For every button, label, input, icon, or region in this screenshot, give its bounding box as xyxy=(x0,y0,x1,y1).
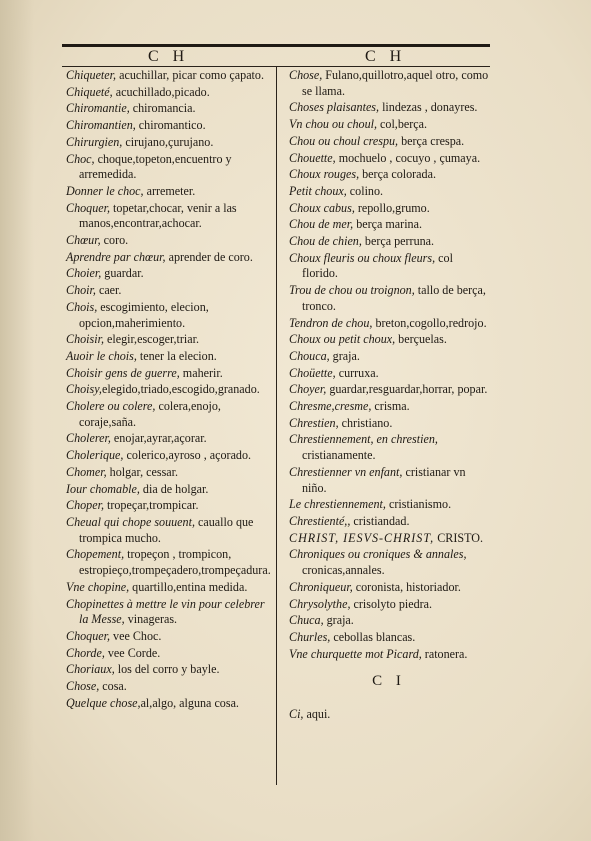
headword: Cheual qui chope souuent, xyxy=(66,514,195,529)
headword: Choisir, xyxy=(66,332,104,347)
section-heading: C I xyxy=(372,673,406,690)
definition: Fulano,quillotro,aquel otro, como se llama. xyxy=(302,68,489,98)
headword: Vne churquette mot Picard, xyxy=(289,646,422,661)
definition: guardar. xyxy=(101,266,144,281)
headword: Cholere ou colere, xyxy=(66,399,156,414)
headword: Choüette, xyxy=(289,365,336,380)
dictionary-entry xyxy=(289,251,489,282)
headword: Petit choux, xyxy=(289,183,347,198)
headword: Chou ou choul crespu, xyxy=(289,133,399,148)
dictionary-entry xyxy=(66,482,272,498)
definition: chiromantico. xyxy=(135,118,206,133)
headword: Vne chopine, xyxy=(66,579,130,594)
dictionary-entry xyxy=(66,300,272,331)
headword: Cholerer, xyxy=(66,431,111,446)
headword: Ci, xyxy=(289,707,304,722)
dictionary-entry xyxy=(66,101,272,117)
headword: Chrysolythe, xyxy=(289,596,351,611)
dictionary-entry xyxy=(66,85,272,101)
dictionary-entry xyxy=(66,201,272,232)
headword: Chorde, xyxy=(66,645,105,660)
definition: cristiandad. xyxy=(350,513,410,528)
definition: enojar,ayrar,açorar. xyxy=(110,431,207,446)
definition: curruxa. xyxy=(335,365,379,380)
headword: Quelque chose, xyxy=(66,695,141,710)
dictionary-entry xyxy=(66,629,272,645)
definition: berça marina. xyxy=(353,217,422,232)
dictionary-entry xyxy=(66,679,272,695)
dictionary-entry xyxy=(66,580,272,596)
definition: cristianismo. xyxy=(385,497,452,512)
dictionary-entry xyxy=(66,152,272,183)
definition: arremeter. xyxy=(143,183,196,198)
dictionary-entry xyxy=(66,498,272,514)
headword: Churles, xyxy=(289,629,331,644)
dictionary-entry xyxy=(289,100,489,116)
dictionary-entry xyxy=(66,135,272,151)
definition: cirujano,çurujano. xyxy=(122,134,214,149)
headword: Chose, xyxy=(66,679,100,694)
definition: berça crespa. xyxy=(398,133,465,148)
definition: colerico,ayroso , açorado. xyxy=(123,448,252,463)
running-head-right: C H xyxy=(365,48,407,65)
headword: Choper, xyxy=(66,498,104,513)
definition: acuchillado,picado. xyxy=(112,84,210,99)
dictionary-entry xyxy=(289,151,489,167)
headword: Chomer, xyxy=(66,464,107,479)
headword: Choisir gens de guerre, xyxy=(66,365,180,380)
dictionary-entry xyxy=(289,613,489,629)
definition: christiano. xyxy=(338,415,393,430)
dictionary-entry xyxy=(66,597,272,628)
dictionary-entry xyxy=(289,217,489,233)
definition: cronicas,annales. xyxy=(302,563,385,578)
headword: Chose, xyxy=(289,68,323,82)
headword: Choux ou petit choux, xyxy=(289,332,396,347)
headword: Chou de mer, xyxy=(289,217,354,232)
dictionary-entry xyxy=(289,707,489,723)
definition: tropeçar,trompicar. xyxy=(103,498,199,513)
dictionary-entry xyxy=(289,117,489,133)
dictionary-entry xyxy=(289,547,489,578)
headword: Chrestienté,, xyxy=(289,513,351,528)
definition: tallo de berça, tronco. xyxy=(302,283,486,313)
dictionary-entry xyxy=(66,431,272,447)
definition: los del corro y bayle. xyxy=(114,662,220,677)
definition: tropeçon , trompicon, estropieço,trompeçadero,trompeçadura. xyxy=(79,547,271,578)
headword: Chiromantien, xyxy=(66,118,136,133)
definition: col florido. xyxy=(302,250,453,281)
headword: Chrestienner vn enfant, xyxy=(289,464,403,479)
headword: Chresme,cresme, xyxy=(289,399,372,414)
dictionary-entry xyxy=(66,366,272,382)
dictionary-entry xyxy=(66,382,272,398)
headword: Trou de chou ou troignon, xyxy=(289,283,415,298)
headword: Choir, xyxy=(66,283,96,298)
definition: graja. xyxy=(323,613,354,628)
headword: Choses plaisantes, xyxy=(289,100,380,115)
headword: Vn chou ou choul, xyxy=(289,117,377,132)
definition: lindezas , donayres. xyxy=(379,100,478,115)
dictionary-entry xyxy=(289,497,489,513)
dictionary-entry xyxy=(289,134,489,150)
left-column xyxy=(66,68,272,712)
definition: mochuelo , cocuyo , çumaya. xyxy=(335,150,481,165)
headword: Chrestien, xyxy=(289,415,339,430)
dictionary-entry xyxy=(289,630,489,646)
dictionary-entry xyxy=(66,266,272,282)
headword: Chœur, xyxy=(66,233,101,248)
dictionary-entry xyxy=(66,118,272,134)
definition: graja. xyxy=(329,348,360,363)
definition: escogimiento, elecion, opcion,maherimiento. xyxy=(79,299,209,330)
definition: aqui. xyxy=(303,707,331,722)
definition: ratonera. xyxy=(421,646,468,661)
headword: Choux cabus, xyxy=(289,200,355,215)
definition: chiromancia. xyxy=(129,101,196,116)
definition: berça perruna. xyxy=(361,234,435,249)
headword: Choquer, xyxy=(66,628,111,643)
definition: caer. xyxy=(95,283,122,298)
headword: Aprendre par chœur, xyxy=(66,249,166,264)
headword: Tendron de chou, xyxy=(289,315,373,330)
dictionary-entry xyxy=(66,283,272,299)
headword: Choier, xyxy=(66,266,102,281)
dictionary-entry xyxy=(289,68,489,99)
definition: maherir. xyxy=(179,365,223,380)
dictionary-entry xyxy=(66,184,272,200)
dictionary-entry xyxy=(289,316,489,332)
headword: Donner le choc, xyxy=(66,183,144,198)
dictionary-entry xyxy=(66,662,272,678)
headword: Cholerique, xyxy=(66,448,124,463)
dictionary-entry xyxy=(289,399,489,415)
definition: colera,enojo, coraje,saña. xyxy=(79,399,221,429)
dictionary-entry xyxy=(66,332,272,348)
definition: dia de holgar. xyxy=(139,481,209,496)
definition: colino. xyxy=(346,183,384,198)
dictionary-entry xyxy=(66,696,272,712)
dictionary-entry xyxy=(289,349,489,365)
dictionary-entry xyxy=(289,465,489,496)
definition: holgar, cessar. xyxy=(106,464,179,479)
definition: cristianar vn niño. xyxy=(302,464,466,495)
headword: Le chrestiennement, xyxy=(289,497,386,512)
dictionary-entry xyxy=(289,647,489,663)
headword: Choisy, xyxy=(66,382,102,397)
headword: CHRIST, IESVS-CHRIST, xyxy=(289,530,435,545)
dictionary-entry xyxy=(66,547,272,578)
definition: berçuelas. xyxy=(395,332,447,347)
dictionary-entry xyxy=(289,382,489,398)
definition: crisma. xyxy=(371,399,410,414)
dictionary-entry xyxy=(289,332,489,348)
dictionary-entry xyxy=(66,68,272,84)
definition: breton,cogollo,redrojo. xyxy=(372,315,487,330)
dictionary-entry xyxy=(66,465,272,481)
headword: Chroniques ou croniques & annales, xyxy=(289,547,467,562)
dictionary-entry xyxy=(289,432,489,463)
headword: Choquer, xyxy=(66,200,111,215)
definition: cauallo que trompica mucho. xyxy=(79,514,254,545)
definition: coro. xyxy=(100,233,129,248)
definition: CRISTO. xyxy=(434,530,484,545)
definition: col,berça. xyxy=(377,117,428,132)
headword: Chou de chien, xyxy=(289,234,362,249)
headword: Choux fleuris ou choux fleurs, xyxy=(289,250,436,265)
definition: choque,topeton,encuentro y arremedida. xyxy=(79,151,232,182)
headword: Iour chomable, xyxy=(66,481,140,496)
definition: cristianamente. xyxy=(302,448,376,463)
column-divider xyxy=(276,67,277,785)
headword: Chois, xyxy=(66,299,98,314)
dictionary-entry xyxy=(289,283,489,314)
definition: vee Corde. xyxy=(104,645,161,660)
dictionary-entry xyxy=(66,349,272,365)
dictionary-entry xyxy=(289,184,489,200)
headword: Chroniqueur, xyxy=(289,579,353,594)
headword: Auoir le chois, xyxy=(66,348,137,363)
dictionary-entry xyxy=(289,531,489,547)
header-rule-top xyxy=(62,44,490,47)
dictionary-entry xyxy=(289,580,489,596)
definition: al,algo, alguna cosa. xyxy=(140,695,239,710)
headword: Choc, xyxy=(66,151,95,166)
headword: Chuca, xyxy=(289,613,324,628)
dictionary-entry xyxy=(66,646,272,662)
headword: Chopinettes à mettre le vin pour celebrer la Messe, xyxy=(66,596,265,627)
definition: quartillo,entina medida. xyxy=(129,579,248,594)
dictionary-entry xyxy=(289,416,489,432)
running-head-left: C H xyxy=(148,48,190,65)
definition: vinageras. xyxy=(124,612,178,627)
dictionary-entry xyxy=(289,234,489,250)
definition: aprender de coro. xyxy=(165,249,253,264)
definition: coronista, historiador. xyxy=(352,579,461,594)
definition: vee Choc. xyxy=(110,628,162,643)
definition: repollo,grumo. xyxy=(354,200,430,215)
definition: topetar,chocar, venir a las manos,encontrar,achocar. xyxy=(79,200,237,231)
dictionary-entry xyxy=(66,233,272,249)
dictionary-entry xyxy=(66,515,272,546)
dictionary-entry xyxy=(289,366,489,382)
dictionary-entry xyxy=(289,201,489,217)
headword: Chouca, xyxy=(289,348,330,363)
dictionary-entry xyxy=(289,597,489,613)
headword: Chiqueté, xyxy=(66,84,113,99)
dictionary-entry xyxy=(66,448,272,464)
dictionary-entry xyxy=(289,514,489,530)
headword: Chiromantie, xyxy=(66,101,130,116)
definition: acuchillar, picar como çapato. xyxy=(116,68,264,82)
definition: berça colorada. xyxy=(359,167,436,182)
headword: Chopement, xyxy=(66,547,125,562)
definition: cebollas blancas. xyxy=(330,629,416,644)
dictionary-entry xyxy=(289,167,489,183)
headword: Chouette, xyxy=(289,150,336,165)
page-gutter-shadow xyxy=(0,0,34,841)
headword: Choyer, xyxy=(289,382,327,397)
section-entries xyxy=(289,707,489,723)
headword: Choriaux, xyxy=(66,662,115,677)
definition: guardar,resguardar,horrar, popar. xyxy=(326,382,488,397)
dictionary-entry xyxy=(66,399,272,430)
definition: tener la elecion. xyxy=(136,348,217,363)
headword: Choux rouges, xyxy=(289,167,360,182)
dictionary-entry xyxy=(66,250,272,266)
definition: crisolyto piedra. xyxy=(350,596,433,611)
definition: elegir,escoger,triar. xyxy=(103,332,200,347)
definition: cosa. xyxy=(99,679,127,694)
headword: Chrestiennement, en chrestien, xyxy=(289,432,438,447)
headword: Chirurgien, xyxy=(66,134,123,149)
definition: elegido,triado,escogido,granado. xyxy=(101,382,260,397)
right-column xyxy=(289,68,489,724)
headword: Chiqueter, xyxy=(66,68,117,82)
right-column-entries xyxy=(289,68,489,662)
